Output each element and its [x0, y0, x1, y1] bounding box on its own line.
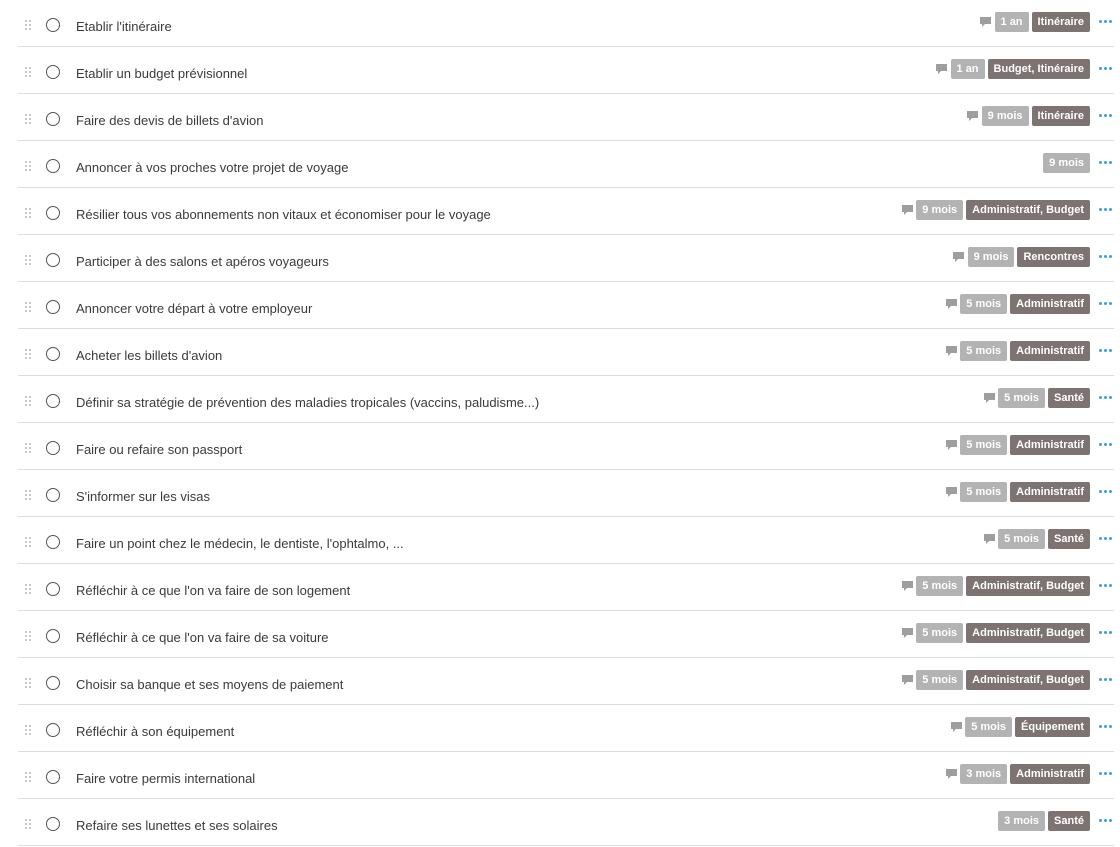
more-dot-icon	[1109, 255, 1112, 258]
more-dot-icon	[1109, 161, 1112, 164]
task-row[interactable]	[18, 658, 1114, 705]
more-dot-icon	[1109, 678, 1112, 681]
tags-badge[interactable]: Administratif	[1010, 764, 1090, 784]
more-dot-icon	[1104, 490, 1107, 493]
comment-icon[interactable]	[945, 484, 957, 500]
due-date-badge: 5 mois	[965, 717, 1012, 737]
more-dot-icon	[1104, 631, 1107, 634]
due-date-badge: 5 mois	[998, 388, 1045, 408]
comment-icon[interactable]	[901, 202, 913, 218]
due-date-badge: 3 mois	[998, 811, 1045, 831]
tags-badge[interactable]: Administratif, Budget	[966, 200, 1090, 220]
task-title[interactable]: Annoncer à vos proches votre projet de voyage	[76, 160, 349, 175]
task-title[interactable]: Définir sa stratégie de prévention des maladies tropicales (vaccins, paludisme...)	[76, 395, 540, 410]
task-title[interactable]: Réfléchir à ce que l'on va faire de son logement	[76, 583, 351, 598]
due-date-badge: 9 mois	[916, 200, 963, 220]
more-dot-icon	[1099, 490, 1102, 493]
task-checkbox[interactable]	[46, 300, 60, 314]
task-meta	[983, 387, 1090, 408]
comment-icon[interactable]	[936, 61, 948, 77]
more-options-button[interactable]	[1096, 721, 1114, 731]
more-options-button[interactable]	[1096, 392, 1114, 402]
tags-badge[interactable]: Administratif	[1010, 482, 1090, 502]
more-dot-icon	[1099, 725, 1102, 728]
more-dot-icon	[1104, 161, 1107, 164]
more-dot-icon	[1109, 114, 1112, 117]
task-meta	[945, 293, 1090, 314]
task-row[interactable]	[18, 0, 1114, 47]
task-title[interactable]: Faire des devis de billets d'avion	[76, 113, 264, 128]
drag-handle-icon[interactable]	[25, 678, 33, 689]
more-dot-icon	[1099, 349, 1102, 352]
more-options-button[interactable]	[1096, 768, 1114, 778]
due-date-badge: 5 mois	[916, 670, 963, 690]
more-options-button[interactable]	[1096, 16, 1114, 26]
more-dot-icon	[1109, 443, 1112, 446]
tags-badge[interactable]: Budget, Itinéraire	[988, 59, 1090, 79]
more-dot-icon	[1104, 819, 1107, 822]
more-dot-icon	[1099, 161, 1102, 164]
task-meta	[901, 199, 1090, 220]
due-date-badge: 5 mois	[960, 341, 1007, 361]
task-meta	[950, 716, 1090, 737]
more-options-button[interactable]	[1096, 345, 1114, 355]
comment-icon[interactable]	[945, 437, 957, 453]
more-dot-icon	[1109, 584, 1112, 587]
more-dot-icon	[1109, 631, 1112, 634]
task-checkbox[interactable]	[46, 253, 60, 267]
tags-badge[interactable]: Santé	[1048, 811, 1090, 831]
tags-badge[interactable]: Itinéraire	[1032, 106, 1090, 126]
more-dot-icon	[1099, 584, 1102, 587]
task-row[interactable]	[18, 517, 1114, 564]
more-options-button[interactable]	[1096, 251, 1114, 261]
more-dot-icon	[1109, 349, 1112, 352]
task-checkbox[interactable]	[46, 159, 60, 173]
more-dot-icon	[1104, 302, 1107, 305]
due-date-badge: 5 mois	[998, 529, 1045, 549]
task-checkbox[interactable]	[46, 112, 60, 126]
task-row[interactable]	[18, 752, 1114, 799]
drag-handle-icon[interactable]	[25, 396, 33, 407]
task-title[interactable]: Résilier tous vos abonnements non vitaux et économiser pour le voyage	[76, 207, 491, 222]
more-dot-icon	[1109, 302, 1112, 305]
comment-icon[interactable]	[901, 578, 913, 594]
task-meta	[983, 528, 1090, 549]
more-dot-icon	[1099, 772, 1102, 775]
more-dot-icon	[1104, 208, 1107, 211]
task-row[interactable]	[18, 235, 1114, 282]
task-title[interactable]: Réfléchir à ce que l'on va faire de sa voiture	[76, 630, 329, 645]
task-meta	[967, 105, 1090, 126]
more-options-button[interactable]	[1096, 533, 1114, 543]
more-dot-icon	[1109, 396, 1112, 399]
tags-badge[interactable]: Rencontres	[1017, 247, 1090, 267]
task-title[interactable]: S'informer sur les visas	[76, 489, 210, 504]
more-dot-icon	[1104, 584, 1107, 587]
tags-badge[interactable]: Administratif, Budget	[966, 670, 1090, 690]
more-dot-icon	[1104, 20, 1107, 23]
drag-handle-icon[interactable]	[25, 114, 33, 125]
more-options-button[interactable]	[1096, 627, 1114, 637]
task-checkbox[interactable]	[46, 582, 60, 596]
task-row[interactable]	[18, 423, 1114, 470]
task-meta	[945, 434, 1090, 455]
more-dot-icon	[1099, 67, 1102, 70]
more-options-button[interactable]	[1096, 63, 1114, 73]
comment-icon[interactable]	[945, 766, 957, 782]
more-dot-icon	[1104, 443, 1107, 446]
more-dot-icon	[1099, 302, 1102, 305]
more-dot-icon	[1104, 114, 1107, 117]
more-dot-icon	[1099, 443, 1102, 446]
comment-icon[interactable]	[980, 14, 992, 30]
tags-badge[interactable]: Administratif	[1010, 341, 1090, 361]
more-dot-icon	[1099, 678, 1102, 681]
more-options-button[interactable]	[1096, 204, 1114, 214]
more-dot-icon	[1104, 67, 1107, 70]
task-title[interactable]: Faire ou refaire son passport	[76, 442, 243, 457]
more-dot-icon	[1099, 20, 1102, 23]
more-dot-icon	[1109, 20, 1112, 23]
comment-icon[interactable]	[950, 719, 962, 735]
task-checkbox[interactable]	[46, 770, 60, 784]
task-meta	[1043, 152, 1090, 173]
due-date-badge: 9 mois	[1043, 153, 1090, 173]
more-options-button[interactable]	[1096, 439, 1114, 449]
comment-icon[interactable]	[983, 531, 995, 547]
task-meta	[945, 340, 1090, 361]
more-dot-icon	[1104, 396, 1107, 399]
more-options-button[interactable]	[1096, 157, 1114, 167]
comment-icon[interactable]	[983, 390, 995, 406]
task-title[interactable]: Réfléchir à son équipement	[76, 724, 235, 739]
due-date-badge: 1 an	[951, 59, 985, 79]
task-meta	[980, 11, 1090, 32]
more-dot-icon	[1099, 114, 1102, 117]
more-options-button[interactable]	[1096, 110, 1114, 120]
comment-icon[interactable]	[967, 108, 979, 124]
more-dot-icon	[1099, 537, 1102, 540]
more-dot-icon	[1109, 490, 1112, 493]
task-checkbox[interactable]	[46, 441, 60, 455]
drag-handle-icon[interactable]	[25, 631, 33, 642]
task-title[interactable]: Faire votre permis international	[76, 771, 256, 786]
task-title[interactable]: Participer à des salons et apéros voyageurs	[76, 254, 329, 269]
tags-badge[interactable]: Administratif, Budget	[966, 576, 1090, 596]
tags-badge[interactable]: Équipement	[1015, 717, 1090, 737]
tags-badge[interactable]: Administratif	[1010, 435, 1090, 455]
task-meta	[945, 763, 1090, 784]
task-checkbox[interactable]	[46, 676, 60, 690]
comment-icon[interactable]	[901, 672, 913, 688]
comment-icon[interactable]	[901, 625, 913, 641]
tags-badge[interactable]: Santé	[1048, 529, 1090, 549]
task-list	[18, 0, 1114, 846]
comment-icon[interactable]	[953, 249, 965, 265]
more-dot-icon	[1099, 819, 1102, 822]
drag-handle-icon[interactable]	[25, 725, 33, 736]
task-meta	[945, 481, 1090, 502]
task-meta	[998, 810, 1090, 831]
task-title[interactable]: Annoncer votre départ à votre employeur	[76, 301, 313, 316]
more-dot-icon	[1109, 537, 1112, 540]
more-dot-icon	[1104, 349, 1107, 352]
more-options-button[interactable]	[1096, 815, 1114, 825]
drag-handle-icon[interactable]	[25, 584, 33, 595]
task-checkbox[interactable]	[46, 206, 60, 220]
drag-handle-icon[interactable]	[25, 67, 33, 78]
task-row[interactable]	[18, 470, 1114, 517]
comment-icon[interactable]	[945, 296, 957, 312]
drag-handle-icon[interactable]	[25, 161, 33, 172]
drag-handle-icon[interactable]	[25, 443, 33, 454]
task-row[interactable]	[18, 282, 1114, 329]
due-date-badge: 9 mois	[968, 247, 1015, 267]
more-dot-icon	[1109, 67, 1112, 70]
drag-handle-icon[interactable]	[25, 537, 33, 548]
task-row[interactable]	[18, 376, 1114, 423]
task-title[interactable]: Etablir l'itinéraire	[76, 19, 172, 34]
due-date-badge: 5 mois	[916, 576, 963, 596]
task-checkbox[interactable]	[46, 629, 60, 643]
task-row[interactable]	[18, 47, 1114, 94]
task-meta	[901, 575, 1090, 596]
drag-handle-icon[interactable]	[25, 20, 33, 31]
due-date-badge: 1 an	[995, 12, 1029, 32]
task-row[interactable]	[18, 94, 1114, 141]
task-title[interactable]: Acheter les billets d'avion	[76, 348, 223, 363]
task-checkbox[interactable]	[46, 394, 60, 408]
more-options-button[interactable]	[1096, 674, 1114, 684]
task-meta	[953, 246, 1090, 267]
comment-icon[interactable]	[945, 343, 957, 359]
task-meta	[936, 58, 1090, 79]
task-title[interactable]: Refaire ses lunettes et ses solaires	[76, 818, 278, 833]
drag-handle-icon[interactable]	[25, 819, 33, 830]
more-options-button[interactable]	[1096, 580, 1114, 590]
due-date-badge: 5 mois	[916, 623, 963, 643]
more-dot-icon	[1109, 772, 1112, 775]
task-checkbox[interactable]	[46, 347, 60, 361]
due-date-badge: 5 mois	[960, 435, 1007, 455]
more-dot-icon	[1109, 819, 1112, 822]
drag-handle-icon[interactable]	[25, 302, 33, 313]
more-dot-icon	[1104, 255, 1107, 258]
task-title[interactable]: Faire un point chez le médecin, le dentiste, l'ophtalmo, ...	[76, 536, 404, 551]
due-date-badge: 5 mois	[960, 482, 1007, 502]
task-row[interactable]	[18, 799, 1114, 846]
task-title[interactable]: Choisir sa banque et ses moyens de paiement	[76, 677, 344, 692]
task-checkbox[interactable]	[46, 18, 60, 32]
due-date-badge: 3 mois	[960, 764, 1007, 784]
more-dot-icon	[1109, 208, 1112, 211]
more-dot-icon	[1104, 678, 1107, 681]
task-row[interactable]	[18, 141, 1114, 188]
task-row[interactable]	[18, 188, 1114, 235]
due-date-badge: 5 mois	[960, 294, 1007, 314]
task-checkbox[interactable]	[46, 535, 60, 549]
tags-badge[interactable]: Administratif	[1010, 294, 1090, 314]
more-dot-icon	[1109, 725, 1112, 728]
tags-badge[interactable]: Administratif, Budget	[966, 623, 1090, 643]
task-checkbox[interactable]	[46, 723, 60, 737]
drag-handle-icon[interactable]	[25, 255, 33, 266]
task-checkbox[interactable]	[46, 65, 60, 79]
drag-handle-icon[interactable]	[25, 349, 33, 360]
more-dot-icon	[1099, 255, 1102, 258]
task-meta	[901, 669, 1090, 690]
task-title[interactable]: Etablir un budget prévisionnel	[76, 66, 248, 81]
task-checkbox[interactable]	[46, 488, 60, 502]
task-row[interactable]	[18, 705, 1114, 752]
drag-handle-icon[interactable]	[25, 772, 33, 783]
task-row[interactable]	[18, 329, 1114, 376]
tags-badge[interactable]: Santé	[1048, 388, 1090, 408]
drag-handle-icon[interactable]	[25, 490, 33, 501]
more-dot-icon	[1099, 396, 1102, 399]
task-meta	[901, 622, 1090, 643]
more-dot-icon	[1104, 725, 1107, 728]
more-dot-icon	[1099, 208, 1102, 211]
drag-handle-icon[interactable]	[25, 208, 33, 219]
task-row[interactable]	[18, 611, 1114, 658]
more-options-button[interactable]	[1096, 486, 1114, 496]
more-dot-icon	[1104, 537, 1107, 540]
tags-badge[interactable]: Itinéraire	[1032, 12, 1090, 32]
due-date-badge: 9 mois	[982, 106, 1029, 126]
more-options-button[interactable]	[1096, 298, 1114, 308]
task-row[interactable]	[18, 564, 1114, 611]
more-dot-icon	[1099, 631, 1102, 634]
task-checkbox[interactable]	[46, 817, 60, 831]
more-dot-icon	[1104, 772, 1107, 775]
